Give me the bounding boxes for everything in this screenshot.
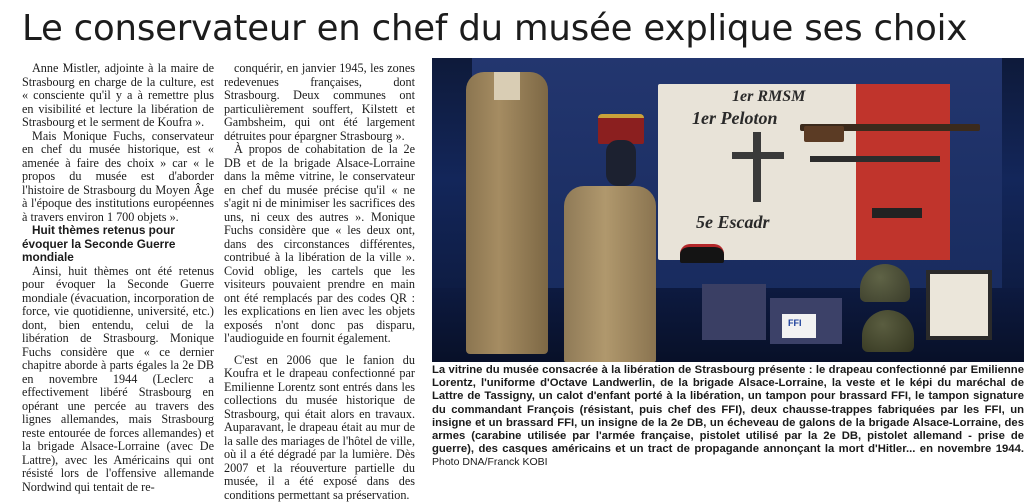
flag-cross-horizontal — [732, 152, 784, 159]
photo-caption — [432, 364, 1024, 470]
submachine-gun-image — [810, 156, 940, 162]
uniform-collar — [494, 72, 520, 100]
armband-text: FFI — [788, 318, 802, 328]
rifle-stock — [804, 126, 844, 142]
flag-inscription: 1er RMSM — [732, 88, 805, 106]
flag-cross-vertical — [753, 132, 761, 202]
flag-red-band — [856, 84, 950, 260]
flag-inscription: 5e Escadr — [696, 212, 770, 233]
pistol-image — [872, 208, 922, 218]
headline: Le conservateur en chef du musée explique ses choix — [22, 4, 1012, 54]
article-paragraph: conquérir, en janvier 1945, les zones redevenues françaises, dont Strasbourg. Deux communes ont particulièrement souffert, Kilstett et Gambsheim, qui ont été largement détruites pour épargner Strasbourg ». — [224, 62, 415, 143]
article-paragraph: Ainsi, huit thèmes ont été retenus pour évoquer la Seconde Guerre mondiale (évacuation, incorporation de force, vie quotidienne, université, etc.) dont, bien entendu, celui de la libération de Strasbourg. Monique Fuchs considère que « ce dernier chapitre aborde à parts égales la 2e DB en novembre 1944 (Leclerc a effectivement libéré Strasbourg en opérant une percée au travers des lignes allemandes, mais Strasbourg reste entourée de forces allemandes) et la brigade Alsace-Lorraine (avec De Lattre), avec les Américains qui ont résisté lors de l'offensive allemande Nordwind qui tentait de re- — [22, 265, 214, 495]
photo-credit: Photo DNA/Franck KOBI — [432, 456, 548, 468]
article-paragraph: Mais Monique Fuchs, conservateur en chef du musée historique, est « amenée à faire des choix » car « le propos du musée est d'aborder l'histoire de Strasbourg du Moyen Âge à l'époque des institutions européennes à travers environ 1 700 objets ». — [22, 130, 214, 225]
article-paragraph: À propos de cohabitation de la 2e DB et de la brigade Alsace-Lorraine dans la même vitrine, le conservateur en chef du musée précise qu'il « ne s'agit ni de minimiser les sacrifices des uns, ni ceux des autres ». Monique Fuchs considère que « les deux ont, dans des circonstances différentes, contribué à la libération de la ville ». Covid oblige, les cartels que les visiteurs pouvaient prendre en main ont été remplacés par des codes QR : les explications en lien avec les objets exposés n'ont donc pas disparu, l'audioguide en fournit également. — [224, 143, 415, 346]
armband-image — [782, 314, 816, 338]
article-paragraph: C'est en 2006 que le fanion du Koufra et le drapeau confectionné par Emilienne Lorentz sont entrés dans les collections du musée historique de Strasbourg, qui était alors en travaux. Auparavant, le drapeau était au mur de la salle des mariages de l'hôtel de ville, où il a été dégradé par la lumière. Dès 2007 et la réouverture partielle du musée, il a été exposé dans des conditions permettant sa préservation. — [224, 354, 415, 502]
mannequin-uniform-de-lattre — [564, 186, 656, 362]
display-stand-left — [702, 284, 766, 340]
museum-showcase-photo — [432, 58, 1024, 362]
article-column-1 — [22, 62, 214, 494]
propaganda-tract-image — [926, 270, 992, 340]
article-paragraph: Anne Mistler, adjointe à la maire de Strasbourg en charge de la culture, est « consciente qu'il y a à remettre plus en visibilité et lecture la libération de Strasbourg et le serment de Koufra ». — [22, 62, 214, 130]
article-subhead: Huit thèmes retenus pour évoquer la Seconde Guerre mondiale — [22, 224, 214, 265]
article-column-2 — [224, 62, 415, 502]
caption-text: La vitrine du musée consacrée à la libération de Strasbourg présente : le drapeau confectionné par Emilienne Lorentz, l'uniforme d'Octave Landwerlin, de la brigade Alsace-Lorraine, la veste et le képi du maréchal de Lattre de Tassigny, un calot d'enfant porté à la libération, un tampon pour brassard FFI, le tampon signature du commandant François (résistant, puis chef des FFI), deux chausse-trappes fabriquées par les FFI, un insigne et un brassard FFI, un insigne de la 2e DB, un écheveau de galons de la brigade Alsace-Lorraine, des armes (carabine utilisée par l'armée française, pistolet utilisé par la 2e DB, pistolet allemand - prise de guerre), des casques américains et un tract de propagande annonçant la mort d'Hitler... en novembre 1944. — [432, 364, 1024, 455]
mannequin-uniform-landwerlin — [466, 72, 548, 354]
flag-inscription: 1er Peloton — [692, 108, 778, 129]
calot-image — [680, 244, 724, 263]
mannequin-head — [606, 140, 636, 186]
red-flag — [658, 84, 950, 260]
